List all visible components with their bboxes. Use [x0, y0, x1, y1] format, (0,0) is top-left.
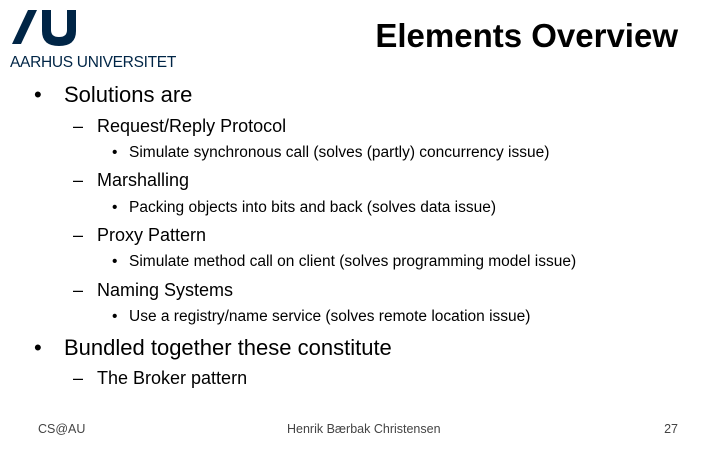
- dash-mark: –: [73, 170, 84, 190]
- dash-mark: –: [73, 225, 84, 245]
- detail-proxy-pattern: • Simulate method call on client (solves programming model issue): [112, 253, 577, 270]
- sub-bullet-marshalling: – Marshalling: [73, 170, 190, 190]
- sub-bullet-proxy-pattern: – Proxy Pattern: [73, 225, 207, 245]
- sub-bullet-request-reply: – Request/Reply Protocol: [73, 116, 287, 136]
- bullet-dot: •: [112, 253, 118, 270]
- bullet-solutions: • Solutions are: [34, 82, 193, 107]
- dash-mark: –: [73, 280, 84, 300]
- footer-author: Henrik Bærbak Christensen: [287, 422, 441, 436]
- page-number: 27: [664, 422, 678, 436]
- bullet-dot: •: [34, 82, 42, 107]
- slide-title: Elements Overview: [375, 17, 678, 54]
- dash-mark: –: [73, 368, 84, 388]
- bullet-dot: •: [112, 144, 118, 161]
- dash-mark: –: [73, 116, 84, 136]
- bullet-dot: •: [34, 335, 42, 360]
- bullet-dot: •: [112, 308, 118, 325]
- university-name: AARHUS UNIVERSITET: [10, 54, 176, 71]
- bullet-bundled-together: • Bundled together these constitute: [34, 335, 392, 360]
- sub-bullet-naming-systems: – Naming Systems: [73, 280, 234, 300]
- detail-request-reply: • Simulate synchronous call (solves (partly) concurrency issue): [112, 144, 550, 161]
- bullet-dot: •: [112, 199, 118, 216]
- detail-marshalling: • Packing objects into bits and back (solves data issue): [112, 199, 497, 216]
- footer-org: CS@AU: [38, 422, 86, 436]
- detail-naming-systems: • Use a registry/name service (solves remote location issue): [112, 308, 531, 325]
- sub-bullet-broker-pattern: – The Broker pattern: [73, 368, 248, 388]
